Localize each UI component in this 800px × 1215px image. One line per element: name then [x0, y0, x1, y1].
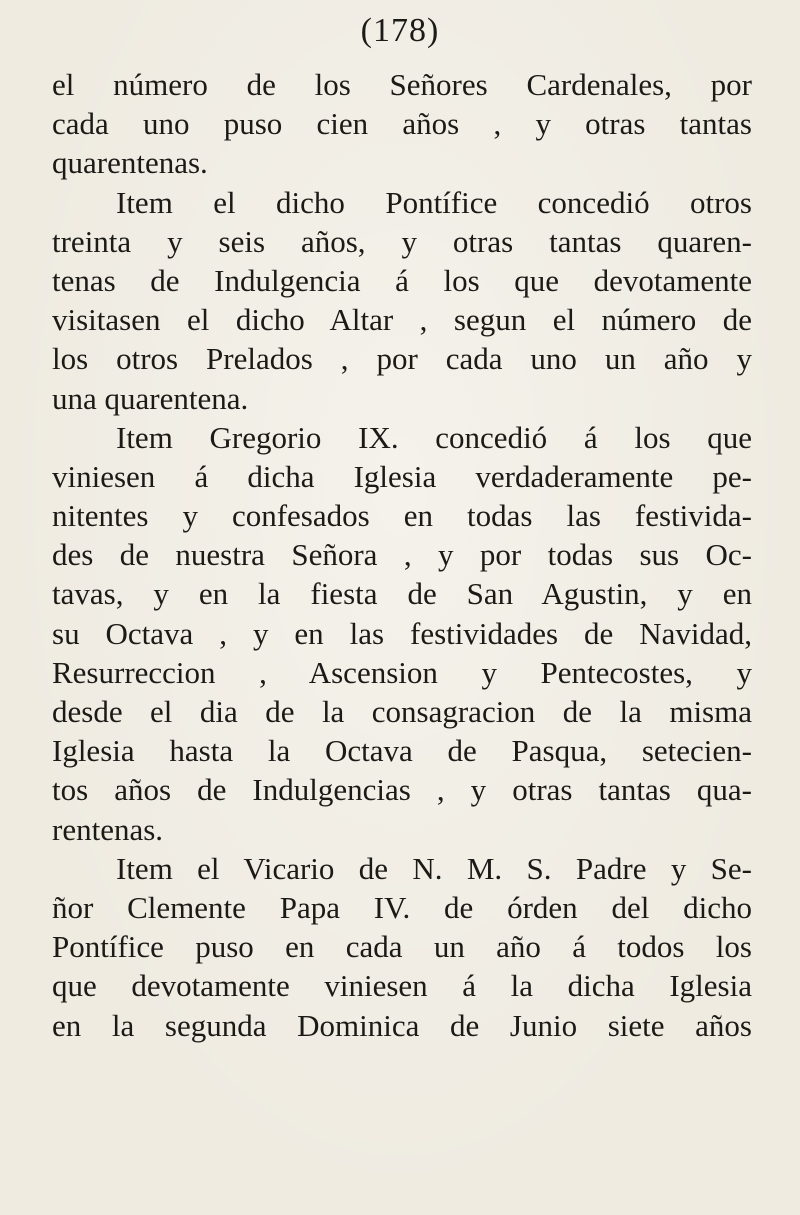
text-line: tenas de Indulgencia á los que devotamente — [52, 262, 752, 298]
text-line: el número de los Señores Cardenales, por — [52, 67, 752, 102]
text-line: Item Gregorio IX. concedió á los que — [116, 419, 752, 455]
text-line: Iglesia hasta la Octava de Pasqua, setecien- — [52, 733, 752, 769]
text-line: en la segunda Dominica de Junio siete años — [52, 1007, 752, 1043]
page-number: (178) — [360, 12, 440, 49]
text-line: visitasen el dicho Altar , segun el número de — [52, 302, 752, 338]
text-line: rentenas. — [52, 811, 164, 847]
text-line: ñor Clemente Papa IV. de órden del dicho — [52, 889, 752, 925]
text-line: su Octava , y en las festividades de Navidad, — [52, 615, 752, 651]
text-line: viniesen á dicha Iglesia verdaderamente pe- — [52, 458, 752, 494]
text-line: tos años de Indulgencias , y otras tantas qua- — [52, 772, 752, 808]
text-line: desde el dia de la consagracion de la misma — [52, 694, 752, 729]
text-line: des de nuestra Señora , y por todas sus Oc- — [52, 537, 752, 573]
text-line: Item el Vicario de N. M. S. Padre y Se- — [116, 850, 752, 886]
text-line: una quarentena. — [52, 380, 249, 416]
text-line: los otros Prelados , por cada uno un año y — [52, 341, 752, 377]
text-line: tavas, y en la fiesta de San Agustin, y en — [52, 576, 752, 612]
text-line: Resurreccion , Ascension y Pentecostes, y — [52, 654, 752, 690]
body-text — [52, 65, 752, 1045]
text-line: que devotamente viniesen á la dicha Iglesia — [52, 968, 752, 1004]
text-line: treinta y seis años, y otras tantas quaren- — [52, 223, 752, 259]
text-line: quarentenas. — [52, 145, 208, 181]
text-line: Pontífice puso en cada un año á todos los — [52, 929, 752, 965]
text-line: Item el dicho Pontífice concedió otros — [116, 184, 752, 220]
text-line: cada uno puso cien años , y otras tantas — [52, 106, 752, 142]
text-line: nitentes y confesados en todas las festivida- — [52, 498, 752, 534]
